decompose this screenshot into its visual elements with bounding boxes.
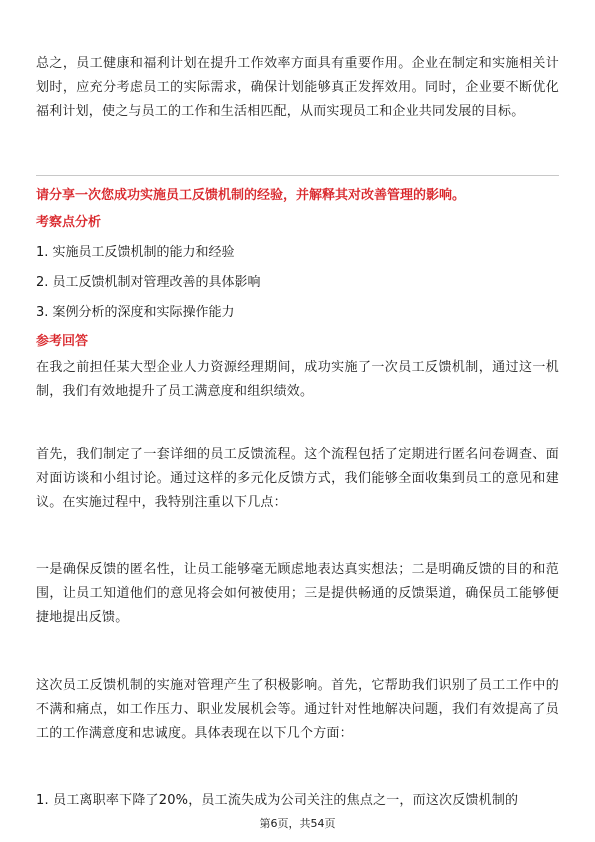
analysis-points-list <box>36 238 559 328</box>
answer-paragraph: 首先，我们制定了一套详细的员工反馈流程。这个流程包括了定期进行匿名问卷调查、面对面访谈和小组讨论。通过这样的多元化反馈方式，我们能够全面收集到员工的意见和建议。在实施过程中，我特别注重以下几点： <box>36 447 559 510</box>
answer-paragraph: 一是确保反馈的匿名性，让员工能够毫无顾虑地表达真实想法；二是明确反馈的目的和范围，让员工知道他们的意见将会如何被使用；三是提供畅通的反馈渠道，确保员工能够便捷地提出反馈。 <box>36 562 559 625</box>
interview-question: 请分享一次您成功实施员工反馈机制的经验，并解释其对改善管理的影响。 <box>36 188 466 203</box>
answer-paragraph: 在我之前担任某大型企业人力资源经理期间，成功实施了一次员工反馈机制，通过这一机制，我们有效地提升了员工满意度和组织绩效。 <box>36 360 559 399</box>
answer-paragraph: 1. 员工离职率下降了20%，员工流失成为公司关注的焦点之一，而这次反馈机制的 <box>36 793 519 808</box>
answer-heading: 参考回答 <box>36 334 89 349</box>
document-page <box>36 0 559 842</box>
analysis-point: 2. 员工反馈机制对管理改善的具体影响 <box>36 275 261 290</box>
summary-paragraph: 总之，员工健康和福利计划在提升工作效率方面具有重要作用。企业在制定和实施相关计划时，应充分考虑员工的实际需求，确保计划能够真正发挥效用。同时，企业要不断优化福利计划，使之与员工的工作和生活相匹配，从而实现员工和企业共同发展的目标。 <box>36 56 559 119</box>
page-footer: 第6页，共54页 <box>259 817 336 830</box>
analysis-heading: 考察点分析 <box>36 215 102 230</box>
analysis-point: 1. 实施员工反馈机制的能力和经验 <box>36 245 235 260</box>
analysis-point: 3. 案例分析的深度和实际操作能力 <box>36 305 235 320</box>
answer-paragraph: 这次员工反馈机制的实施对管理产生了积极影响。首先，它帮助我们识别了员工工作中的不满和痛点，如工作压力、职业发展机会等。通过针对性地解决问题，我们有效提高了员工的工作满意度和忠诚度。具体表现在以下几个方面： <box>36 678 559 741</box>
section-divider <box>36 175 559 176</box>
